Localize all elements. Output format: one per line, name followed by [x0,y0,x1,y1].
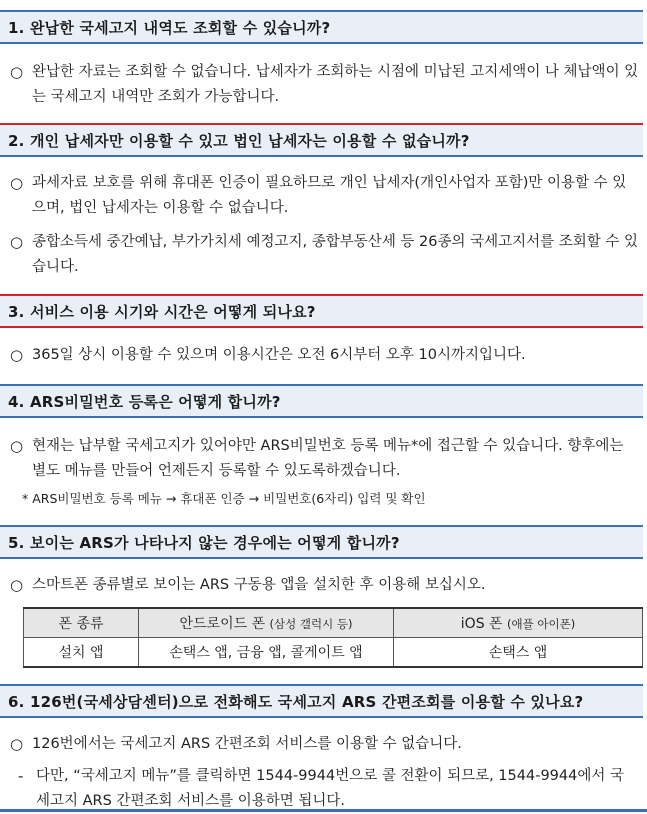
section-3-title: 3. 서비스 이용 시기와 시간은 어떻게 되나요? [0,294,643,328]
section-5-item-1 [10,573,640,598]
section-3-item-1 [10,343,640,368]
circle-bullet-icon: ○ [10,346,24,364]
app-table [23,607,643,668]
table-row [24,638,643,668]
section-5-title: 5. 보이는 ARS가 나타나지 않는 경우에는 어떻게 합니까? [0,525,643,559]
section-6-title: 6. 126번(국세상담센터)으로 전화해도 국세고지 ARS 간편조회를 이용할 수 있나요? [0,684,643,718]
section-1-title: 1. 완납한 국세고지 내역도 조회할 수 있습니까? [0,10,643,44]
section-4-item-1 [10,434,640,484]
section-6-item-1 [10,732,640,757]
section-4-title: 4. ARS비밀번호 등록은 어떻게 합니까? [0,384,643,418]
dash-bullet-icon: - [18,767,24,785]
circle-bullet-icon: ○ [10,437,24,455]
circle-bullet-icon: ○ [10,233,24,251]
item-text: 126번에서는 국세고지 ARS 간편조회 서비스를 이용할 수 없습니다. [32,736,462,752]
circle-bullet-icon: ○ [10,576,24,594]
table-header-row [24,608,643,638]
table-header-cell: 안드로이드 폰 (삼성 갤럭시 등) [139,608,394,638]
item-text: 과세자료 보호를 위해 휴대폰 인증이 필요하므로 개인 납세자(개인사업자 포함)만 이용할 수 있으며, 법인 납세자는 이용할 수 없습니다. [32,175,627,216]
bottom-divider [0,809,647,812]
item-text: 스마트폰 종류별로 보이는 ARS 구동용 앱을 설치한 후 이용해 보십시오. [32,577,486,593]
section-2-item-1 [10,171,640,221]
section-2-title: 2. 개인 납세자만 이용할 수 있고 법인 납세자는 이용할 수 없습니까? [0,123,643,157]
section-4-note: * ARS비밀번호 등록 메뉴 → 휴대폰 인증 → 비밀번호(6자리) 입력 및 확인 [22,491,426,506]
table-cell: 손택스 앱 [394,638,643,668]
table-header-cell: 폰 종류 [24,608,139,638]
section-6-item-2 [18,764,628,814]
table-cell: 손택스 앱, 금융 앱, 콜게이트 앱 [139,638,394,668]
section-2-item-2 [10,230,640,280]
table-cell: 설치 앱 [24,638,139,668]
circle-bullet-icon: ○ [10,174,24,192]
item-text: 완납한 자료는 조회할 수 없습니다. 납세자가 조회하는 시점에 미납된 고지세액이 나 체납액이 있는 국세고지 내역만 조회가 가능합니다. [32,64,639,105]
section-1-item-1 [10,60,640,110]
item-text: 현재는 납부할 국세고지가 있어야만 ARS비밀번호 등록 메뉴*에 접근할 수 있습니다. 향후에는 별도 메뉴를 만들어 언제든지 등록할 수 있도록하겠습니다. [32,438,624,479]
item-text: 365일 상시 이용할 수 있으며 이용시간은 오전 6시부터 오후 10시까지입니다. [32,347,526,363]
table-header-cell: iOS 폰 (애플 아이폰) [394,608,643,638]
item-text: 종합소득세 중간예납, 부가가치세 예정고지, 종합부동산세 등 26종의 국세고지서를 조회할 수 있습니다. [32,234,639,275]
item-text: 다만, “국세고지 메뉴”를 클릭하면 1544-9944번으로 콜 전환이 되므로, 1544-9944에서 국세고지 ARS 간편조회 서비스를 이용하면 됩니다. [36,768,624,809]
circle-bullet-icon: ○ [10,63,24,81]
circle-bullet-icon: ○ [10,735,24,753]
